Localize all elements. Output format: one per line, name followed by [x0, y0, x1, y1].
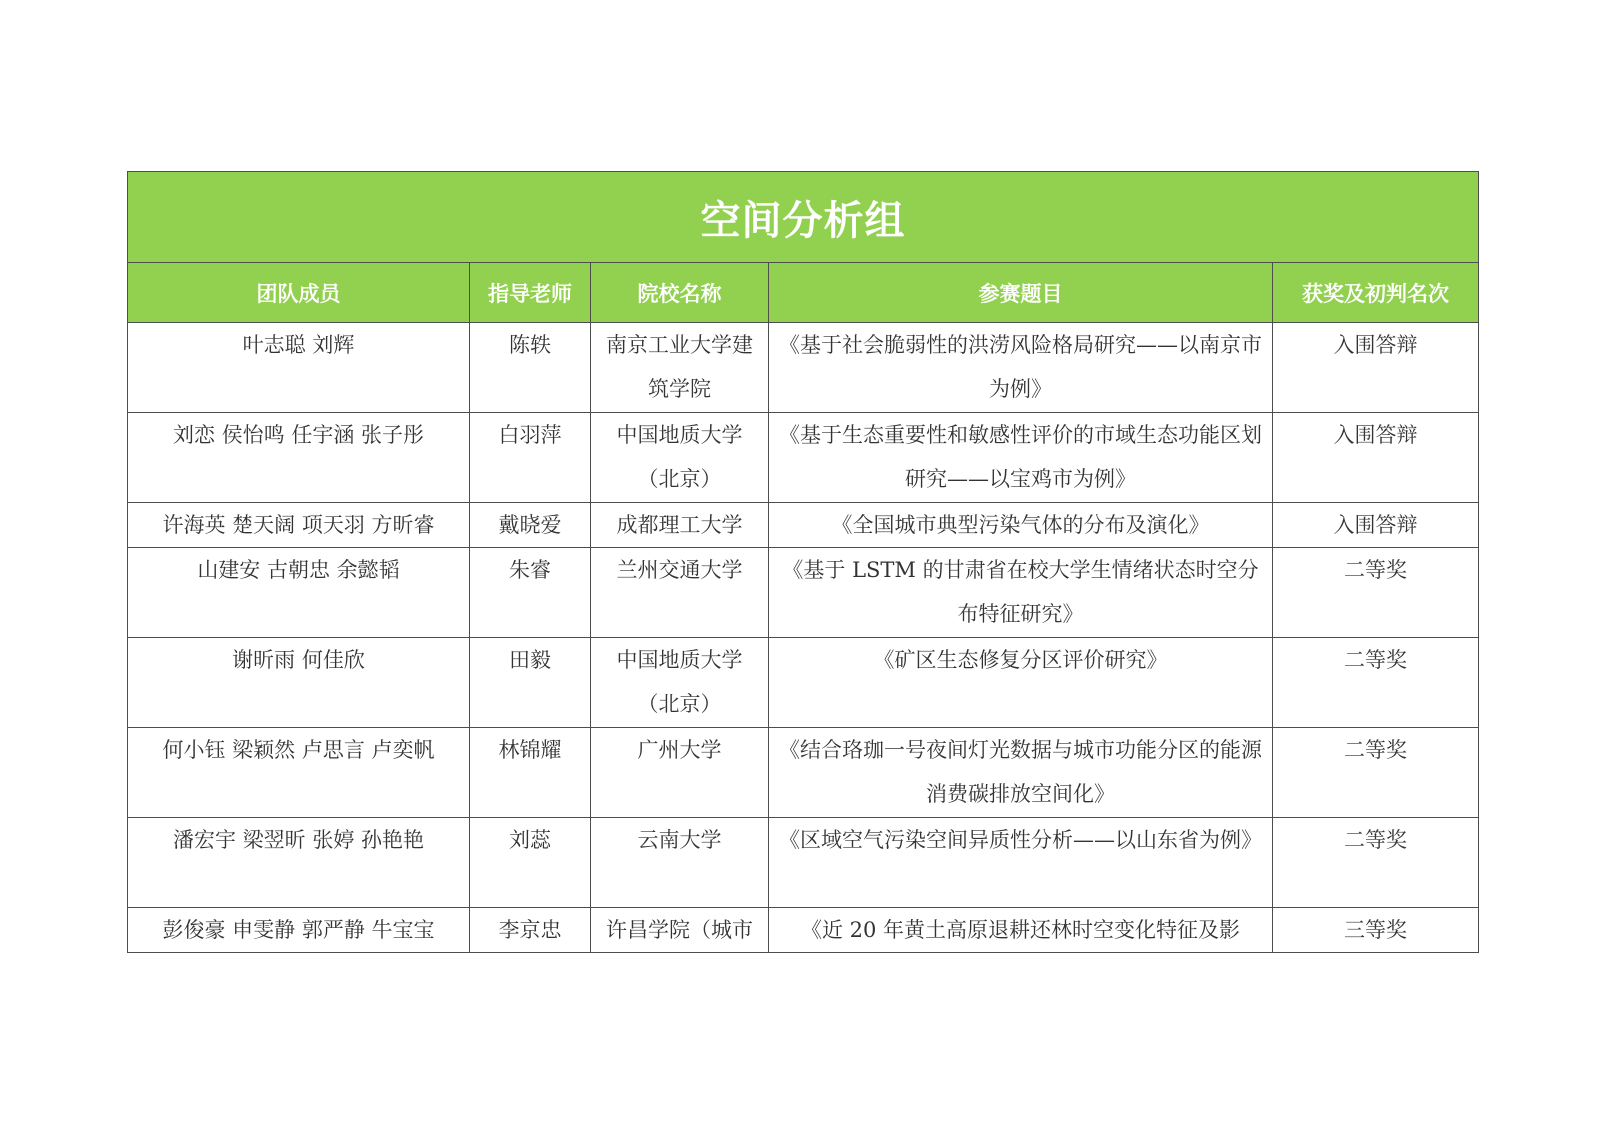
- team-members-cell: 许海英 楚天阔 项天羽 方昕睿: [128, 503, 470, 548]
- table-title: 空间分析组: [128, 172, 1479, 263]
- award-cell: 入围答辩: [1273, 413, 1479, 503]
- header-members: 团队成员: [128, 263, 470, 323]
- topic-cell: 《结合珞珈一号夜间灯光数据与城市功能分区的能源消费碳排放空间化》: [769, 728, 1273, 818]
- advisor-cell: 白羽萍: [470, 413, 591, 503]
- header-advisor: 指导老师: [470, 263, 591, 323]
- topic-cell: 《基于生态重要性和敏感性评价的市域生态功能区划研究——以宝鸡市为例》: [769, 413, 1273, 503]
- advisor-cell: 戴晓爱: [470, 503, 591, 548]
- advisor-cell: 刘蕊: [470, 818, 591, 908]
- award-cell: 入围答辩: [1273, 323, 1479, 413]
- table-row: [128, 548, 1479, 638]
- award-cell: 二等奖: [1273, 548, 1479, 638]
- award-cell: 二等奖: [1273, 638, 1479, 728]
- topic-cell: 《全国城市典型污染气体的分布及演化》: [769, 503, 1273, 548]
- topic-cell: 《矿区生态修复分区评价研究》: [769, 638, 1273, 728]
- advisor-cell: 陈轶: [470, 323, 591, 413]
- header-school: 院校名称: [591, 263, 769, 323]
- school-cell: 中国地质大学（北京）: [591, 413, 769, 503]
- award-cell: 二等奖: [1273, 818, 1479, 908]
- table-row: [128, 503, 1479, 548]
- award-cell: 三等奖: [1273, 908, 1479, 953]
- school-cell: 兰州交通大学: [591, 548, 769, 638]
- school-cell: 广州大学: [591, 728, 769, 818]
- title-row: [128, 172, 1479, 263]
- table-row: [128, 908, 1479, 953]
- award-cell: 二等奖: [1273, 728, 1479, 818]
- table-row: [128, 323, 1479, 413]
- topic-cell: 《基于社会脆弱性的洪涝风险格局研究——以南京市为例》: [769, 323, 1273, 413]
- team-members-cell: 何小钰 梁颖然 卢思言 卢奕帆: [128, 728, 470, 818]
- school-cell: 许昌学院（城市: [591, 908, 769, 953]
- school-cell: 云南大学: [591, 818, 769, 908]
- topic-cell: 《近 20 年黄土高原退耕还林时空变化特征及影: [769, 908, 1273, 953]
- awards-table: [127, 171, 1479, 953]
- team-members-cell: 叶志聪 刘辉: [128, 323, 470, 413]
- table-row: [128, 728, 1479, 818]
- table-row: [128, 638, 1479, 728]
- header-row: [128, 263, 1479, 323]
- advisor-cell: 林锦耀: [470, 728, 591, 818]
- header-award: 获奖及初判名次: [1273, 263, 1479, 323]
- advisor-cell: 田毅: [470, 638, 591, 728]
- team-members-cell: 山建安 古朝忠 余懿韬: [128, 548, 470, 638]
- table-row: [128, 818, 1479, 908]
- award-cell: 入围答辩: [1273, 503, 1479, 548]
- team-members-cell: 刘恋 侯怡鸣 任宇涵 张子彤: [128, 413, 470, 503]
- school-cell: 中国地质大学（北京）: [591, 638, 769, 728]
- team-members-cell: 彭俊豪 申雯静 郭严静 牛宝宝: [128, 908, 470, 953]
- team-members-cell: 潘宏宇 梁翌昕 张婷 孙艳艳: [128, 818, 470, 908]
- team-members-cell: 谢昕雨 何佳欣: [128, 638, 470, 728]
- table-row: [128, 413, 1479, 503]
- topic-cell: 《区域空气污染空间异质性分析——以山东省为例》: [769, 818, 1273, 908]
- advisor-cell: 朱睿: [470, 548, 591, 638]
- awards-sheet: [127, 171, 1478, 953]
- school-cell: 南京工业大学建筑学院: [591, 323, 769, 413]
- school-cell: 成都理工大学: [591, 503, 769, 548]
- advisor-cell: 李京忠: [470, 908, 591, 953]
- header-topic: 参赛题目: [769, 263, 1273, 323]
- topic-cell: 《基于 LSTM 的甘肃省在校大学生情绪状态时空分布特征研究》: [769, 548, 1273, 638]
